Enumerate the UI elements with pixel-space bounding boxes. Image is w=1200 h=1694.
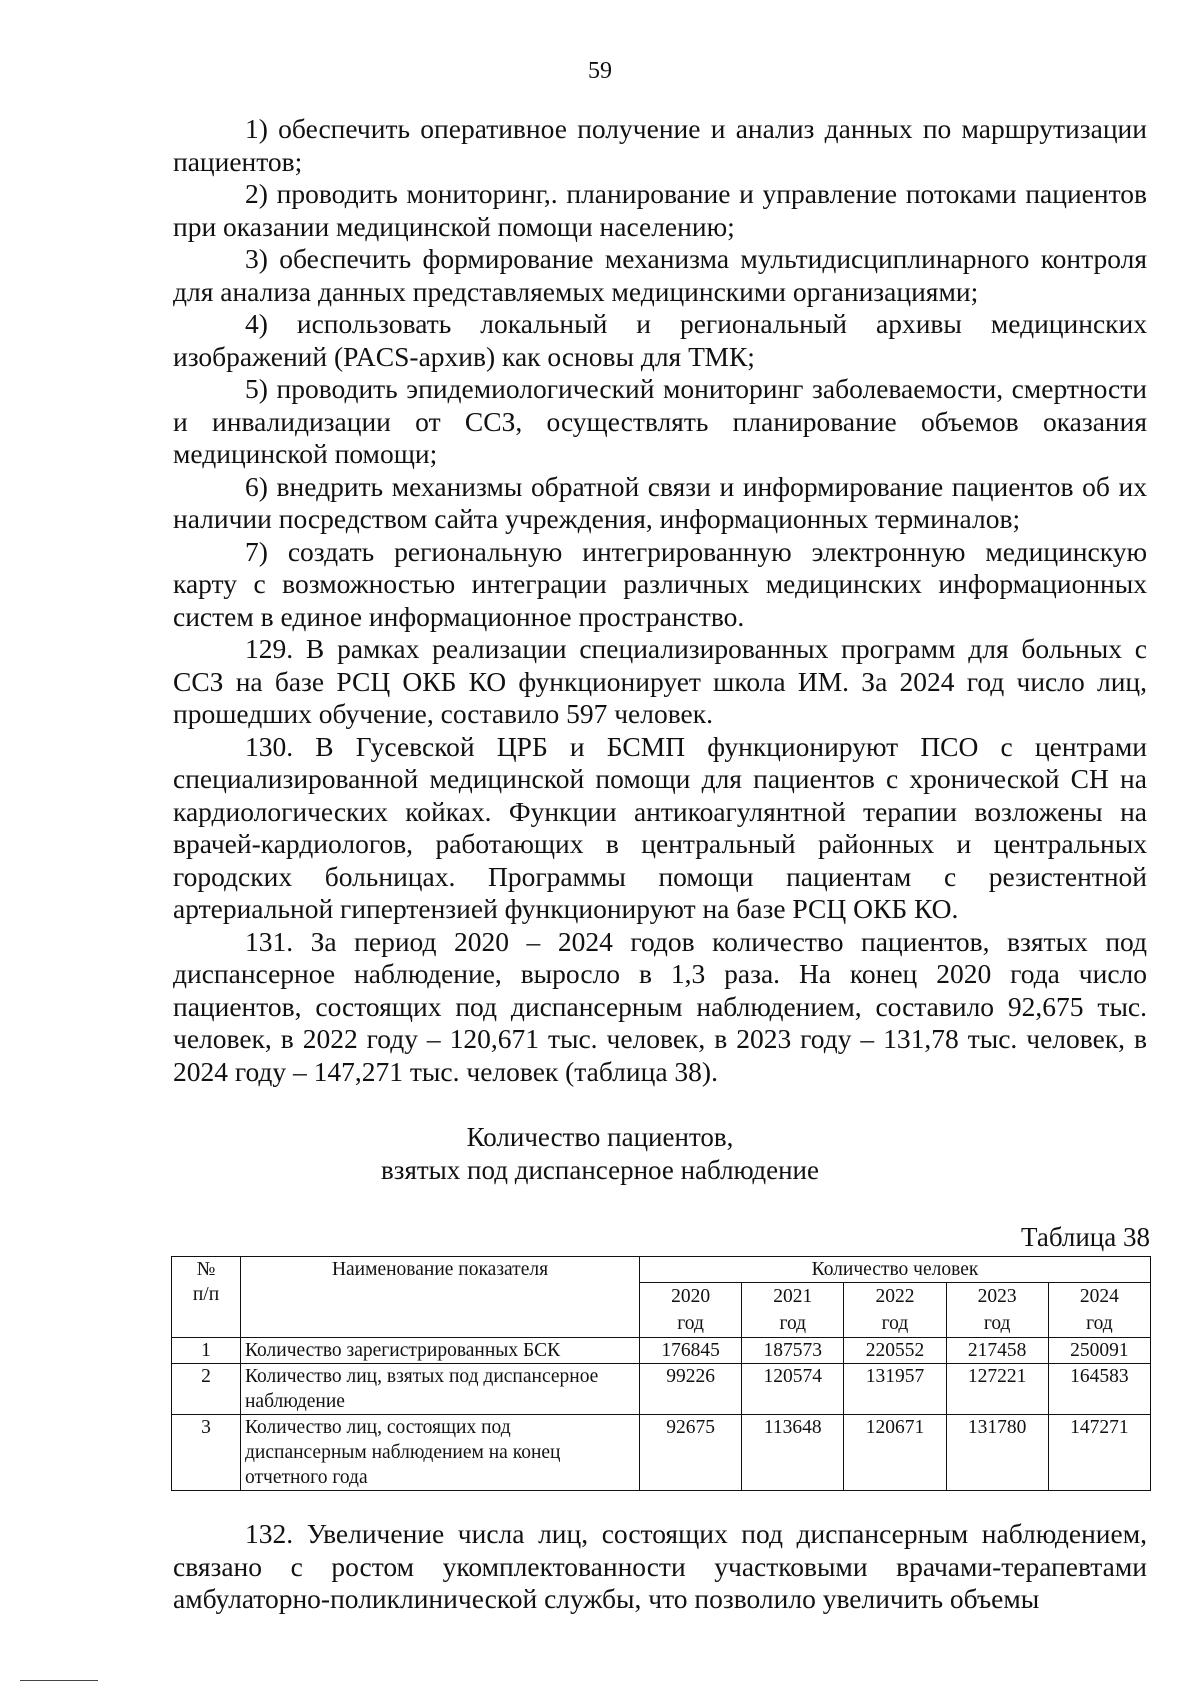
paragraph-132: 132. Увеличение числа лиц, состоящих под диспансерным наблюдением, связано с ростом укомплектованности участковыми врачами-терапевтами амбулаторно-поликлинической службы, что позволило увеличить объемы (173, 1518, 1147, 1614)
cell-2024: 250091 (1048, 1338, 1150, 1364)
cell-2021: 187573 (742, 1338, 844, 1364)
header-year-2024 (1048, 1283, 1150, 1338)
row-number: 1 (172, 1338, 241, 1364)
header-year-2020 (640, 1283, 742, 1338)
table-row (172, 1415, 1151, 1491)
table-title-line-2: взятых под диспансерное наблюдение (381, 1155, 819, 1185)
table-title-line-1: Количество пациентов, (466, 1122, 734, 1152)
body-text (173, 113, 1147, 1088)
cell-2023: 127221 (946, 1364, 1048, 1415)
cell-2022: 220552 (844, 1338, 946, 1364)
page-number: 59 (588, 58, 612, 84)
cell-2022: 120671 (844, 1415, 946, 1491)
paragraph-4: 4) использовать локальный и региональный архивы медицинских изображений (PACS-архив) как основы для ТМК; (173, 308, 1147, 372)
cell-2021: 113648 (742, 1415, 844, 1491)
row-indicator-name: Количество лиц, взятых под диспансерное наблюдение (241, 1364, 640, 1415)
paragraph-129: 129. В рамках реализации специализированных программ для больных с ССЗ на базе РСЦ ОКБ КО функционирует школа ИМ. За 2024 год число лиц, прошедших обучение, составило 597 человек. (173, 633, 1147, 729)
paragraph-132-container (173, 1518, 1147, 1616)
cell-2023: 217458 (946, 1338, 1048, 1364)
row-indicator-name: Количество зарегистрированных БСК (241, 1338, 640, 1364)
table-header-row (172, 1257, 1151, 1283)
cell-2021: 120574 (742, 1364, 844, 1415)
table-row (172, 1338, 1151, 1364)
cell-2024: 164583 (1048, 1364, 1150, 1415)
year-suffix: год (779, 1313, 807, 1334)
cell-2020: 176845 (640, 1338, 742, 1364)
header-number-pp: п/п (192, 1284, 220, 1305)
paragraph-3: 3) обеспечить формирование механизма мультидисциплинарного контроля для анализа данных представляемых медицинскими организациями; (173, 243, 1147, 307)
year-suffix: год (1086, 1313, 1113, 1334)
row-number: 3 (172, 1415, 241, 1491)
footnote-separator (20, 1680, 98, 1681)
paragraph-5: 5) проводить эпидемиологический мониторинг заболеваемости, смертности и инвалидизации от ССЗ, осуществлять планирование объемов оказания медицинской помощи; (173, 373, 1147, 469)
paragraph-2: 2) проводить мониторинг,. планирование и управление потоками пациентов при оказании медицинской помощи населению; (173, 178, 1147, 242)
paragraph-1: 1) обеспечить оперативное получение и анализ данных по маршрутизации пациентов; (173, 113, 1147, 177)
header-year-2022 (844, 1283, 946, 1338)
year-value: 2023 (977, 1286, 1017, 1307)
row-number: 2 (172, 1364, 241, 1415)
table-row (172, 1364, 1151, 1415)
year-suffix: год (677, 1313, 704, 1334)
header-number-sign: № (196, 1259, 216, 1280)
year-value: 2020 (671, 1286, 711, 1307)
year-suffix: год (983, 1313, 1011, 1334)
table-label: Таблица 38 (1021, 1222, 1150, 1252)
header-indicator-name: Наименование показателя (241, 1257, 640, 1338)
cell-2024: 147271 (1048, 1415, 1150, 1491)
year-suffix: год (881, 1313, 909, 1334)
header-number (172, 1257, 241, 1338)
paragraph-131: 131. За период 2020 – 2024 годов количество пациентов, взятых под диспансерное наблюдение, выросло в 1,3 раза. На конец 2020 года число пациентов, состоящих под диспансерным наблюдением, составило 92,675 тыс. человек, в 2022 году – 120,671 тыс. человек, в 2023 году – 131,78 тыс. человек, в 2024 году – 147,271 тыс. человек (таблица 38). (173, 925, 1147, 1087)
year-value: 2021 (773, 1286, 813, 1307)
cell-2020: 99226 (640, 1364, 742, 1415)
paragraph-130: 130. В Гусевской ЦРБ и БСМП функционируют ПСО с центрами специализированной медицинской помощи для пациентов с хронической СН на кардиологических койках. Функции антикоагулянтной терапии возложены на врачей-кардиологов, работающих в центральный районных и центральных городских больницах. Программы помощи пациентам с резистентной артериальной гипертензией функционируют на базе РСЦ ОКБ КО. (173, 730, 1147, 924)
cell-2023: 131780 (946, 1415, 1048, 1491)
header-year-2021 (742, 1283, 844, 1338)
year-value: 2024 (1079, 1286, 1119, 1307)
cell-2020: 92675 (640, 1415, 742, 1491)
row-indicator-name: Количество лиц, состоящих под диспансерным наблюдением на конец отчетного года (241, 1415, 640, 1491)
paragraph-7: 7) создать региональную интегрированную электронную медицинскую карту с возможностью интеграции различных медицинских информационных систем в единое информационное пространство. (173, 535, 1147, 632)
cell-2022: 131957 (844, 1364, 946, 1415)
table-title (0, 1121, 1200, 1187)
patients-table (171, 1256, 1151, 1491)
header-people-count: Количество человек (640, 1257, 1151, 1283)
header-year-2023 (946, 1283, 1048, 1338)
year-value: 2022 (875, 1286, 915, 1307)
paragraph-6: 6) внедрить механизмы обратной связи и информирование пациентов об их наличии посредством сайта учреждения, информационных терминалов; (173, 470, 1147, 534)
